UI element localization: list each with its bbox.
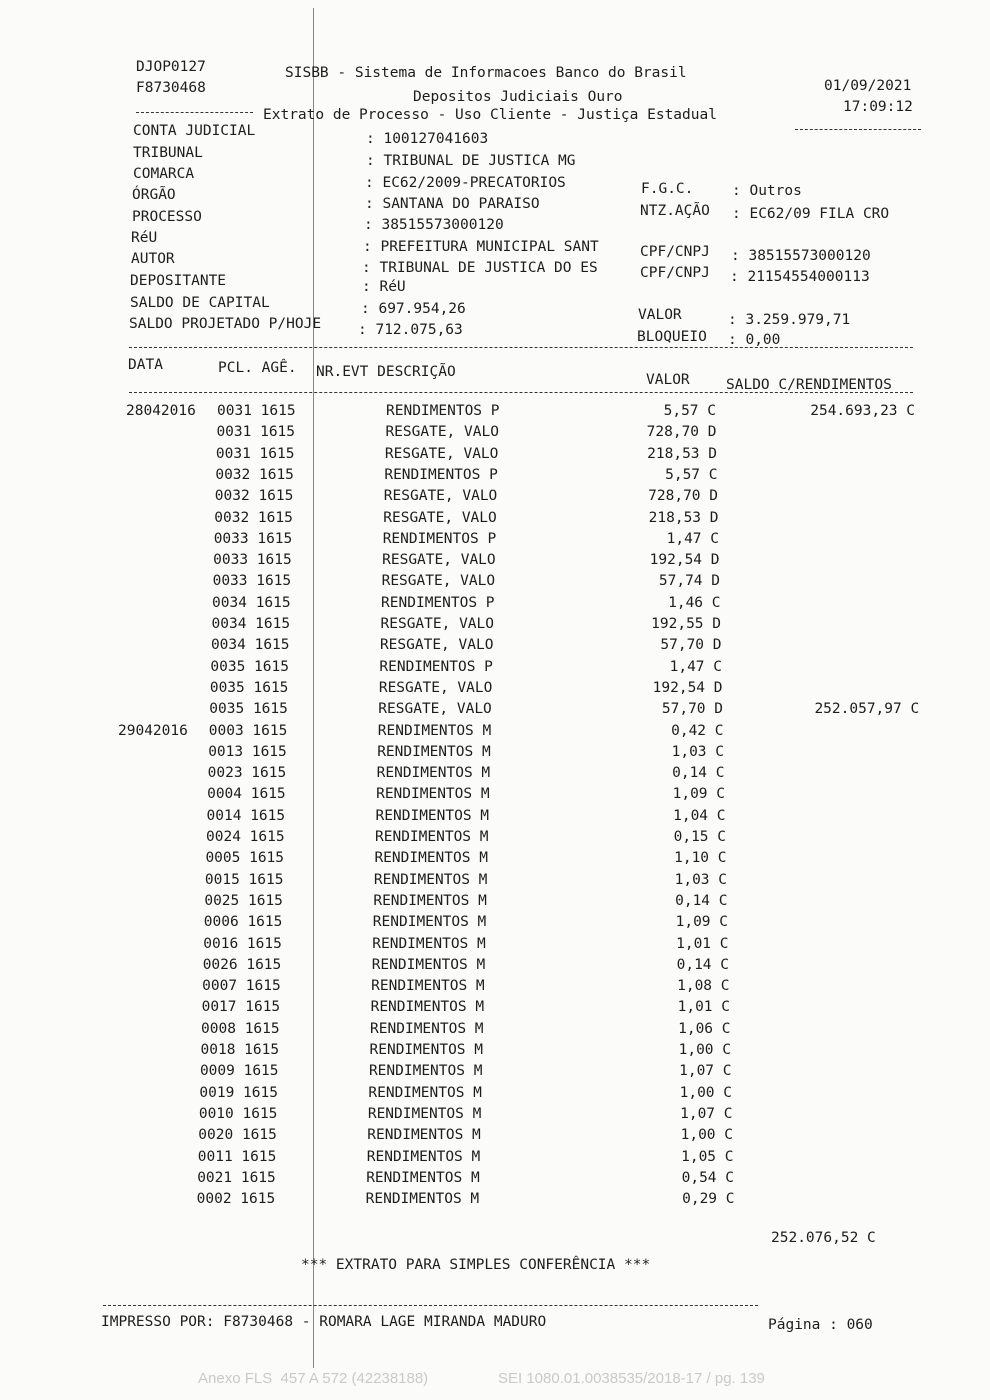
table-row	[0, 827, 990, 847]
row-date: 29042016	[118, 722, 188, 739]
simple-conference-notice: *** EXTRATO PARA SIMPLES CONFERÊNCIA ***	[301, 1257, 651, 1273]
value-autor: : TRIBUNAL DE JUSTICA DO ES	[362, 260, 598, 276]
row-valor: 1,06 C	[678, 1020, 731, 1037]
row-pcl-agencia: 0024 1615	[206, 829, 285, 845]
row-pcl-agencia: 0032 1615	[214, 488, 294, 505]
row-saldo: 252.057,97 C	[814, 701, 920, 718]
row-pcl-agencia: 0010 1615	[198, 1105, 278, 1122]
row-valor: 1,07 C	[679, 1063, 732, 1080]
row-valor: 0,14 C	[676, 956, 729, 973]
row-valor: 57,74 D	[658, 573, 720, 590]
value-processo: : 38515573000120	[364, 217, 504, 233]
table-row	[0, 1189, 990, 1209]
row-descricao: RENDIMENTOS M	[377, 743, 491, 760]
row-pcl-agencia: 0034 1615	[212, 594, 291, 611]
table-row	[0, 444, 990, 464]
value-cpf-autor: : 21154554000113	[730, 269, 870, 285]
row-pcl-agencia: 0007 1615	[202, 978, 281, 995]
label-saldo-projetado: SALDO PROJETADO P/HOJE	[129, 316, 322, 332]
row-valor: 0,15 C	[673, 829, 726, 845]
row-valor: 1,09 C	[672, 786, 725, 803]
table-row	[0, 912, 990, 932]
value-bloqueio: : 0,00	[728, 332, 781, 348]
row-pcl-agencia: 0002 1615	[196, 1191, 276, 1208]
row-valor: 1,10 C	[674, 850, 727, 867]
col-header-valor: VALOR	[646, 372, 690, 388]
table-row	[0, 806, 990, 826]
row-valor: 1,00 C	[678, 1042, 731, 1058]
row-pcl-agencia: 0021 1615	[197, 1169, 276, 1186]
table-row	[0, 593, 990, 613]
table-row	[0, 508, 990, 528]
row-pcl-agencia: 0005 1615	[205, 850, 285, 867]
row-valor: 218,53 D	[648, 509, 719, 526]
row-descricao: RESGATE, VALO	[385, 424, 499, 441]
row-descricao: RENDIMENTOS M	[367, 1105, 482, 1122]
row-pcl-agencia: 0023 1615	[207, 765, 287, 782]
table-row	[0, 1147, 990, 1167]
table-row	[0, 699, 990, 719]
header-divider-right	[795, 129, 921, 130]
label-orgao: ÓRGÃO	[132, 187, 176, 203]
table-row	[0, 422, 990, 442]
system-subtitle: Depositos Judiciais Ouro	[413, 89, 623, 105]
row-pcl-agencia: 0011 1615	[197, 1148, 277, 1165]
value-conta-judicial: : 100127041603	[366, 131, 489, 147]
table-row	[0, 1061, 990, 1081]
label-cpf-reu: CPF/CNPJ	[640, 244, 710, 260]
table-row	[0, 635, 990, 655]
row-descricao: RENDIMENTOS M	[371, 978, 485, 995]
row-pcl-agencia: 0031 1615	[217, 403, 296, 419]
row-pcl-agencia: 0020 1615	[198, 1127, 277, 1144]
table-row	[0, 529, 990, 549]
value-ntz-acao: : EC62/09 FILA CRO	[732, 206, 890, 222]
table-row	[0, 1019, 990, 1039]
row-descricao: RENDIMENTOS M	[369, 1042, 483, 1058]
print-time: 17:09:12	[843, 99, 913, 115]
row-pcl-agencia: 0035 1615	[209, 679, 289, 696]
table-row	[0, 1104, 990, 1124]
row-valor: 1,01 C	[676, 935, 729, 952]
row-valor: 57,70 D	[660, 637, 722, 654]
row-descricao: RENDIMENTOS P	[384, 466, 498, 483]
row-descricao: RENDIMENTOS M	[366, 1169, 480, 1186]
row-pcl-agencia: 0003 1615	[208, 722, 288, 739]
row-descricao: RENDIMENTOS P	[381, 594, 495, 611]
row-valor: 5,57 C	[665, 466, 718, 483]
table-divider-top	[129, 347, 913, 348]
row-descricao: RENDIMENTOS M	[368, 1063, 483, 1080]
row-descricao: RENDIMENTOS M	[373, 892, 487, 909]
row-pcl-agencia: 0033 1615	[213, 530, 293, 547]
row-valor: 728,70 D	[646, 424, 717, 441]
row-pcl-agencia: 0032 1615	[214, 509, 293, 526]
label-reu: RéU	[131, 230, 158, 246]
footer-divider	[103, 1305, 758, 1306]
table-row	[0, 934, 990, 954]
table-row	[0, 1040, 990, 1060]
value-saldo-capital: : 697.954,26	[361, 301, 466, 317]
system-name: SISBB - Sistema de Informacoes Banco do Brasil	[285, 65, 687, 81]
row-descricao: RESGATE, VALO	[378, 701, 492, 718]
label-cpf-autor: CPF/CNPJ	[640, 265, 710, 281]
row-descricao: RESGATE, VALO	[381, 573, 496, 590]
row-pcl-agencia: 0015 1615	[204, 871, 284, 888]
table-row	[0, 784, 990, 804]
value-valor: : 3.259.979,71	[728, 312, 851, 328]
value-reu: : PREFEITURA MUNICIPAL SANT	[363, 239, 599, 255]
row-valor: 1,07 C	[680, 1105, 733, 1122]
row-valor: 218,53 D	[647, 445, 717, 462]
row-descricao: RENDIMENTOS P	[379, 658, 493, 675]
row-descricao: RENDIMENTOS M	[368, 1084, 482, 1101]
row-valor: 1,08 C	[677, 978, 730, 995]
row-valor: 0,29 C	[682, 1191, 735, 1208]
row-descricao: RENDIMENTOS M	[376, 786, 490, 803]
system-code: DJOP0127	[136, 59, 206, 75]
table-row	[0, 678, 990, 698]
row-descricao: RENDIMENTOS M	[375, 829, 489, 845]
row-pcl-agencia: 0017 1615	[201, 999, 281, 1016]
row-descricao: RESGATE, VALO	[380, 616, 494, 632]
value-tribunal: : TRIBUNAL DE JUSTICA MG	[366, 153, 576, 169]
section-title: Extrato de Processo - Uso Cliente - Justiça Estadual	[263, 107, 717, 123]
table-row	[0, 721, 990, 741]
table-row	[0, 550, 990, 570]
table-row	[0, 742, 990, 762]
row-valor: 1,00 C	[679, 1084, 732, 1101]
value-depositante: : RéU	[362, 279, 406, 295]
label-saldo-capital: SALDO DE CAPITAL	[130, 295, 270, 311]
row-descricao: RENDIMENTOS M	[367, 1127, 481, 1144]
row-valor: 1,03 C	[671, 743, 724, 760]
row-pcl-agencia: 0025 1615	[204, 892, 283, 909]
row-descricao: RESGATE, VALO	[378, 679, 493, 696]
row-valor: 1,04 C	[673, 807, 726, 824]
col-header-pcl-age: PCL. AGÊ.	[218, 360, 297, 376]
row-pcl-agencia: 0009 1615	[199, 1063, 279, 1080]
table-row	[0, 848, 990, 868]
row-pcl-agencia: 0008 1615	[201, 1020, 280, 1037]
label-ntz-acao: NTZ.AÇÃO	[640, 203, 710, 219]
row-valor: 1,05 C	[681, 1148, 734, 1165]
row-pcl-agencia: 0013 1615	[208, 743, 287, 760]
label-fgc: F.G.C.	[641, 181, 694, 197]
label-tribunal: TRIBUNAL	[133, 145, 203, 161]
row-descricao: RESGATE, VALO	[382, 552, 496, 569]
row-valor: 1,47 C	[669, 658, 722, 675]
row-descricao: RENDIMENTOS M	[366, 1148, 481, 1165]
row-descricao: RENDIMENTOS M	[375, 807, 490, 824]
value-saldo-projetado: : 712.075,63	[358, 322, 463, 338]
final-balance: 252.076,52 C	[771, 1230, 876, 1246]
row-pcl-agencia: 0026 1615	[202, 956, 282, 973]
row-valor: 0,14 C	[672, 765, 725, 782]
table-row	[0, 1083, 990, 1103]
row-valor: 0,14 C	[675, 892, 728, 909]
row-pcl-agencia: 0018 1615	[200, 1042, 280, 1058]
annex-reference: Anexo FLS 457 A 572 (42238188)	[198, 1370, 429, 1387]
value-comarca: : EC62/2009-PRECATORIOS	[365, 175, 566, 191]
row-valor: 1,46 C	[668, 594, 721, 611]
table-row	[0, 465, 990, 485]
row-pcl-agencia: 0031 1615	[216, 424, 296, 441]
table-row	[0, 997, 990, 1017]
row-pcl-agencia: 0031 1615	[215, 445, 295, 462]
row-valor: 192,54 D	[649, 552, 720, 569]
row-descricao: RESGATE, VALO	[384, 445, 499, 462]
table-row	[0, 1125, 990, 1145]
row-pcl-agencia: 0006 1615	[203, 914, 283, 931]
printed-by: IMPRESSO POR: F8730468 - ROMARA LAGE MIRANDA MADURO	[101, 1314, 547, 1330]
row-descricao: RENDIMENTOS M	[365, 1191, 480, 1208]
value-fgc: : Outros	[732, 183, 802, 199]
row-pcl-agencia: 0035 1615	[210, 658, 289, 675]
row-descricao: RESGATE, VALO	[379, 637, 494, 654]
table-row	[0, 486, 990, 506]
row-pcl-agencia: 0016 1615	[203, 935, 282, 952]
table-row	[0, 614, 990, 634]
col-header-saldo: SALDO C/RENDIMENTOS	[726, 377, 892, 393]
row-valor: 192,54 D	[652, 679, 723, 696]
row-descricao: RENDIMENTOS M	[372, 935, 486, 952]
row-valor: 728,70 D	[648, 488, 718, 505]
row-date: 28042016	[126, 403, 196, 419]
table-row	[0, 955, 990, 975]
user-code: F8730468	[136, 80, 206, 96]
row-valor: 57,70 D	[661, 701, 723, 718]
row-valor: 0,42 C	[671, 722, 724, 739]
row-pcl-agencia: 0004 1615	[207, 786, 286, 803]
value-orgao: : SANTANA DO PARAISO	[365, 196, 540, 212]
row-descricao: RESGATE, VALO	[383, 488, 498, 505]
row-descricao: RENDIMENTOS P	[386, 403, 500, 419]
label-processo: PROCESSO	[132, 209, 202, 225]
col-header-nr-evt-descricao: NR.EVT DESCRIÇÃO	[316, 364, 456, 380]
row-descricao: RENDIMENTOS M	[370, 1020, 484, 1037]
row-descricao: RENDIMENTOS P	[382, 530, 497, 547]
table-divider-header	[129, 392, 913, 393]
label-depositante: DEPOSITANTE	[130, 273, 227, 289]
table-row	[0, 976, 990, 996]
table-row	[0, 763, 990, 783]
table-row	[0, 571, 990, 591]
col-header-data: DATA	[128, 357, 163, 373]
label-bloqueio: BLOQUEIO	[637, 329, 707, 345]
row-valor: 1,00 C	[680, 1127, 733, 1144]
row-valor: 1,01 C	[677, 999, 730, 1016]
table-row	[0, 1168, 990, 1188]
row-pcl-agencia: 0034 1615	[210, 637, 290, 654]
row-descricao: RESGATE, VALO	[383, 509, 497, 526]
row-pcl-agencia: 0019 1615	[199, 1084, 278, 1101]
table-row	[0, 657, 990, 677]
row-saldo: 254.693,23 C	[810, 403, 915, 419]
row-valor: 5,57 C	[663, 403, 716, 419]
row-descricao: RENDIMENTOS M	[373, 871, 488, 888]
row-descricao: RENDIMENTOS M	[371, 956, 486, 973]
table-row	[0, 401, 990, 421]
label-conta-judicial: CONTA JUDICIAL	[133, 123, 256, 139]
row-valor: 1,03 C	[674, 871, 727, 888]
row-pcl-agencia: 0034 1615	[211, 616, 291, 632]
row-pcl-agencia: 0035 1615	[209, 701, 288, 718]
header-divider-left	[136, 112, 253, 113]
row-pcl-agencia: 0033 1615	[213, 552, 292, 569]
page-number: Página : 060	[768, 1317, 873, 1333]
row-descricao: RENDIMENTOS M	[374, 850, 488, 867]
label-comarca: COMARCA	[133, 166, 195, 182]
row-valor: 1,47 C	[666, 530, 719, 547]
row-descricao: RENDIMENTOS M	[377, 722, 492, 739]
row-descricao: RENDIMENTOS M	[372, 914, 487, 931]
label-valor: VALOR	[638, 307, 682, 323]
row-pcl-agencia: 0014 1615	[206, 807, 286, 824]
row-descricao: RENDIMENTOS M	[376, 765, 491, 782]
print-date: 01/09/2021	[824, 78, 912, 94]
row-descricao: RENDIMENTOS M	[370, 999, 485, 1016]
table-row	[0, 870, 990, 890]
sei-reference: SEI 1080.01.0038535/2018-17 / pg. 139	[498, 1370, 765, 1387]
label-autor: AUTOR	[131, 251, 175, 267]
row-valor: 192,55 D	[651, 616, 721, 632]
row-pcl-agencia: 0032 1615	[215, 466, 294, 483]
value-cpf-reu: : 38515573000120	[731, 248, 871, 264]
row-valor: 1,09 C	[675, 914, 728, 931]
row-pcl-agencia: 0033 1615	[212, 573, 292, 590]
row-valor: 0,54 C	[681, 1169, 734, 1186]
table-row	[0, 891, 990, 911]
